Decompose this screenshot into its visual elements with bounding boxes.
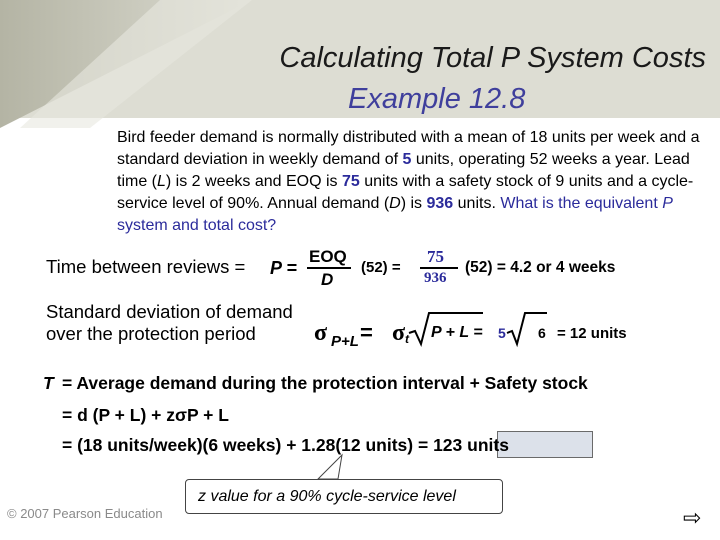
std-dev-result: = 12 units [557,325,627,342]
problem-text-6: units. [453,195,501,212]
eoq-value: 75 [341,173,360,190]
sd-value: 5 [402,151,412,168]
equals-sign: = [360,320,373,345]
sigma-lhs: σ [314,320,328,346]
slide-subtitle: Example 12.8 [348,83,526,115]
problem-text-2: units, operating 52 weeks a year. Lead time ( [117,151,690,190]
problem-text-3: ) is 2 weeks and EOQ is [165,173,342,190]
review-time-label: Time between reviews = [46,256,246,277]
sd-five: 5 [498,325,506,341]
problem-statement [117,127,702,237]
question-text-b: system and total cost? [117,217,277,234]
target-line-2: = d (P + L) + zσP + L [62,405,229,425]
review-time-result: (52) = 4.2 or 4 weeks [465,259,616,276]
target-line-1: = Average demand during the protection interval + Safety stock [62,373,588,393]
fraction-bar [307,267,351,269]
problem-text-1: Bird feeder demand is normally distributed with a mean of 18 units per week and a standard deviation in weekly demand of [117,129,700,168]
std-dev-label-line1: Standard deviation of demand [46,301,293,322]
question-p: P [662,195,673,212]
eoq-numerator: EOQ [309,247,347,266]
answer-highlight-box [497,431,593,458]
d-denominator: D [321,270,334,289]
target-symbol: T [43,373,54,393]
next-slide-arrow-icon[interactable]: ⇨ [683,505,702,530]
annual-demand-value: 936 [426,195,454,212]
sigma-lhs-subscript: P+L [331,333,359,350]
demand-symbol: D [389,195,401,212]
radicand-six: 6 [538,325,546,341]
demand-denominator-value: 936 [424,270,447,286]
target-line-3: = (18 units/week)(6 weeks) + 1.28(12 units) = 123 units [62,435,509,455]
eoq-numerator-value: 75 [427,247,444,266]
z-value-callout: z value for a 90% cycle-service level [185,479,503,514]
question-text-a: What is the equivalent [500,195,663,212]
p-equals: P = [270,258,297,278]
copyright-footer: © 2007 Pearson Education [7,506,163,521]
std-dev-label-line2: over the protection period [46,323,256,344]
radicand-p-plus-l: P + L = [431,324,483,341]
sigma-rhs: σ [392,320,406,346]
problem-text-4: units with a safety stock of 9 units and a cycle-service level of 90%. Annual demand ( [117,173,694,212]
problem-text-5: ) is [400,195,427,212]
lead-time-symbol: L [157,173,166,190]
times-52: (52) = [361,259,401,276]
fraction-bar-values [420,267,458,269]
slide-title: Calculating Total P System Costs [279,42,706,74]
sigma-rhs-subscript: t [405,332,409,346]
